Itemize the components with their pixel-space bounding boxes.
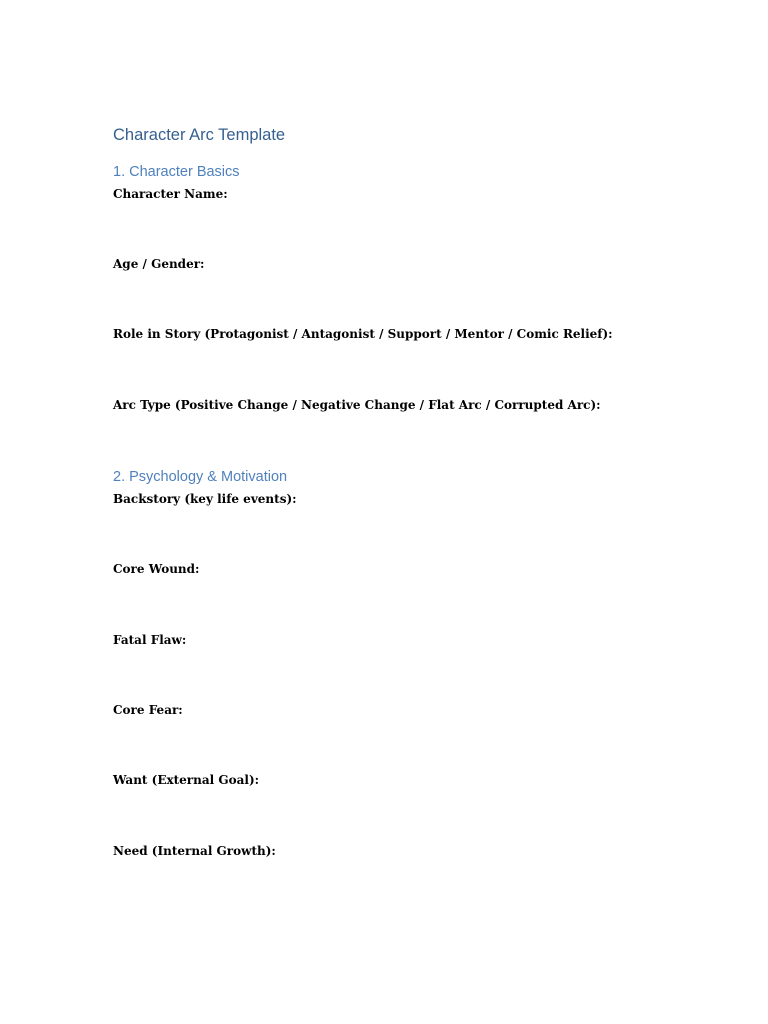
field-label-core-wound: Core Wound:	[113, 562, 200, 576]
field-label-want: Want (External Goal):	[113, 773, 260, 787]
field-label-need: Need (Internal Growth):	[113, 844, 276, 858]
field-label-character-name: Character Name:	[113, 187, 228, 201]
section-heading-psychology-motivation: 2. Psychology & Motivation	[113, 469, 288, 485]
field-label-fatal-flaw: Fatal Flaw:	[113, 633, 187, 647]
field-label-role-in-story: Role in Story (Protagonist / Antagonist / Support / Mentor / Comic Relief):	[113, 327, 613, 341]
section-heading-character-basics: 1. Character Basics	[113, 164, 240, 180]
document-title: Character Arc Template	[113, 126, 286, 144]
field-label-arc-type: Arc Type (Positive Change / Negative Change / Flat Arc / Corrupted Arc):	[113, 398, 601, 412]
field-label-age-gender: Age / Gender:	[113, 257, 205, 271]
field-label-core-fear: Core Fear:	[113, 703, 183, 717]
field-label-backstory: Backstory (key life events):	[113, 492, 297, 506]
